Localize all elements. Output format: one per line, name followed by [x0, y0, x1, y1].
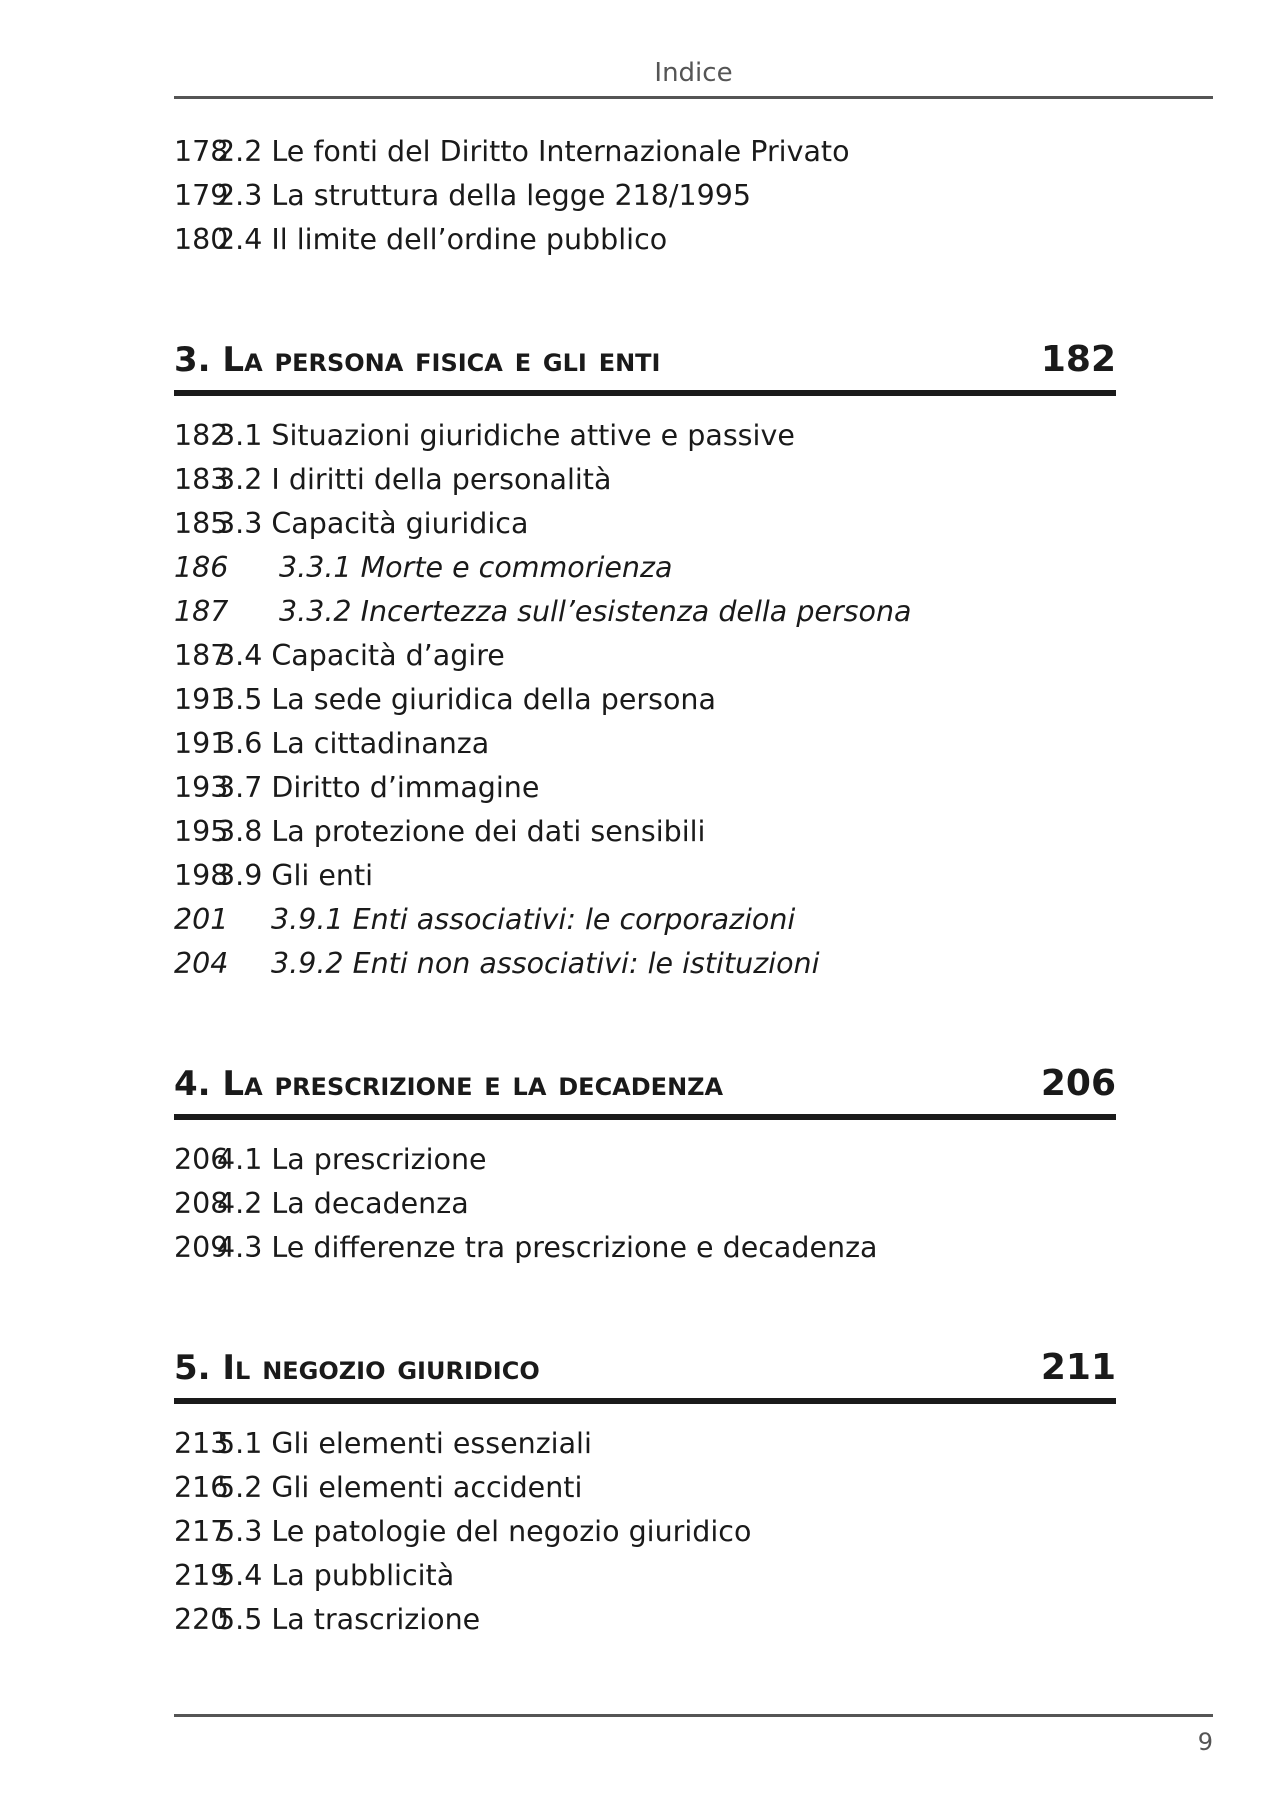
chapter-heading-5[interactable]: [174, 1334, 1116, 1404]
toc-entry-title: 3.8 La protezione dei dati sensibili: [217, 815, 706, 848]
toc-entry-title: 5.3 Le patologie del negozio giuridico: [217, 1515, 752, 1548]
toc-entry[interactable]: [174, 1422, 1116, 1466]
toc-entry[interactable]: [174, 722, 1116, 766]
toc-entry-title: 5.4 La pubblicità: [217, 1559, 455, 1592]
toc-entry-page: 198: [174, 859, 229, 892]
toc-entry-page: 208: [174, 1187, 229, 1220]
toc-entry-page: 191: [174, 727, 229, 760]
toc-entry[interactable]: [174, 502, 1116, 546]
toc-entry-title: 3.9.2 Enti non associativi: le istituzioni: [271, 947, 820, 980]
toc-entry[interactable]: [174, 174, 1116, 218]
toc-entry-page: 191: [174, 683, 229, 716]
toc-entry[interactable]: [174, 1554, 1116, 1598]
toc-entry-page: 209: [174, 1231, 229, 1264]
toc-subentry[interactable]: [174, 590, 1116, 634]
toc-entry[interactable]: [174, 414, 1116, 458]
toc-entry-page: 219: [174, 1559, 229, 1592]
toc-entry-page: 185: [174, 507, 229, 540]
toc-entry-page: 201: [174, 903, 229, 936]
toc-entry[interactable]: [174, 218, 1116, 262]
toc-entry-page: 183: [174, 463, 229, 496]
toc-entry-title: 3.3.1 Morte e commorienza: [279, 551, 673, 584]
toc-entry-title: 5.5 La trascrizione: [217, 1603, 481, 1636]
toc-entry[interactable]: [174, 766, 1116, 810]
chapter-heading-4[interactable]: [174, 1050, 1116, 1120]
toc-entry-page: 187: [174, 639, 229, 672]
toc-entry-title: 3.4 Capacità d’agire: [217, 639, 505, 672]
toc-entry[interactable]: [174, 130, 1116, 174]
toc-subentry[interactable]: [174, 942, 1116, 986]
toc-entry-title: 3.3.2 Incertezza sull’esistenza della persona: [279, 595, 912, 628]
toc-entry-page: 217: [174, 1515, 229, 1548]
toc-entry-title: 2.2 Le fonti del Diritto Internazionale Privato: [217, 135, 850, 168]
toc-entry-title: 3.9 Gli enti: [217, 859, 374, 892]
toc-entry-page: 206: [174, 1143, 229, 1176]
toc-entry-title: 3.5 La sede giuridica della persona: [217, 683, 716, 716]
toc-entry-page: 216: [174, 1471, 229, 1504]
toc-entry[interactable]: [174, 1182, 1116, 1226]
toc-entry[interactable]: [174, 458, 1116, 502]
toc-subentry[interactable]: [174, 546, 1116, 590]
toc-entry-page: 182: [174, 419, 229, 452]
toc-subentry[interactable]: [174, 898, 1116, 942]
toc-entry[interactable]: [174, 1510, 1116, 1554]
toc-entry-page: 195: [174, 815, 229, 848]
chapter-title: 5. Il negozio giuridico: [174, 1348, 540, 1388]
toc-entry-title: 4.3 Le differenze tra prescrizione e decadenza: [217, 1231, 878, 1264]
chapter-title: 3. La persona fisica e gli enti: [174, 340, 661, 380]
toc-entry[interactable]: [174, 1598, 1116, 1642]
toc-entry-title: 2.4 Il limite dell’ordine pubblico: [217, 223, 668, 256]
running-header: Indice: [654, 58, 733, 88]
toc-entry[interactable]: [174, 634, 1116, 678]
toc-entry-page: 187: [174, 595, 229, 628]
toc-entry[interactable]: [174, 854, 1116, 898]
toc-entry[interactable]: [174, 1226, 1116, 1270]
table-of-contents: [174, 130, 1116, 1642]
toc-entry-title: 2.3 La struttura della legge 218/1995: [217, 179, 751, 212]
toc-entry-page: 179: [174, 179, 229, 212]
toc-entry-title: 3.7 Diritto d’immagine: [217, 771, 540, 804]
toc-entry-title: 3.9.1 Enti associativi: le corporazioni: [271, 903, 796, 936]
chapter-page: 182: [1040, 339, 1116, 380]
toc-entry[interactable]: [174, 678, 1116, 722]
toc-entry-page: 186: [174, 551, 229, 584]
toc-entry[interactable]: [174, 1466, 1116, 1510]
footer-rule: [174, 1714, 1213, 1717]
chapter-title: 4. La prescrizione e la decadenza: [174, 1064, 724, 1104]
toc-entry-title: 5.1 Gli elementi essenziali: [217, 1427, 592, 1460]
toc-entry[interactable]: [174, 810, 1116, 854]
toc-entry-title: 3.2 I diritti della personalità: [217, 463, 612, 496]
toc-entry-page: 180: [174, 223, 229, 256]
toc-entry-title: 5.2 Gli elementi accidenti: [217, 1471, 583, 1504]
header-rule: [174, 96, 1213, 99]
toc-entry-title: 3.1 Situazioni giuridiche attive e passive: [217, 419, 795, 452]
toc-entry-title: 4.1 La prescrizione: [217, 1143, 487, 1176]
chapter-page: 211: [1040, 1347, 1116, 1388]
page-number: 9: [1197, 1728, 1213, 1756]
toc-entry[interactable]: [174, 1138, 1116, 1182]
toc-entry-page: 193: [174, 771, 229, 804]
toc-entry-page: 178: [174, 135, 229, 168]
toc-entry-title: 4.2 La decadenza: [217, 1187, 469, 1220]
toc-entry-page: 213: [174, 1427, 229, 1460]
toc-entry-title: 3.6 La cittadinanza: [217, 727, 490, 760]
chapter-page: 206: [1040, 1063, 1116, 1104]
toc-entry-page: 220: [174, 1603, 229, 1636]
toc-entry-page: 204: [174, 947, 229, 980]
chapter-heading-3[interactable]: [174, 326, 1116, 396]
toc-entry-title: 3.3 Capacità giuridica: [217, 507, 529, 540]
